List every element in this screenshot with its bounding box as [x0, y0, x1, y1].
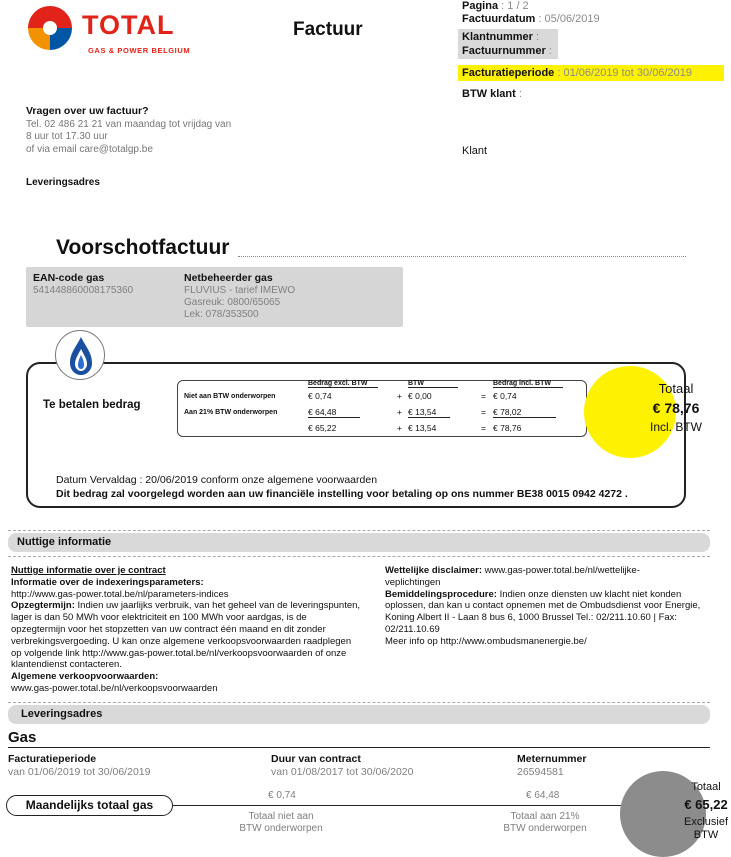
- index-link[interactable]: http://www.gas-power.total.be/nl/parameters-indices: [11, 588, 229, 600]
- ean-info-box: [26, 267, 403, 327]
- gas-totaal-badge: [620, 771, 729, 857]
- section-divider: [8, 702, 710, 703]
- vragen-line: of via email care@totalgp.be: [26, 144, 153, 155]
- section-divider: [8, 556, 710, 557]
- col-header-btw: BTW: [408, 380, 458, 388]
- netbeheerder-line: FLUVIUS - tarief IMEWO: [184, 285, 296, 296]
- betaling-tekst: Dit bedrag zal voorgelegd worden aan uw financiële instelling voor betaling op ons nummer BE38 0015 0942 4272 .: [56, 488, 628, 500]
- ombudsman-link[interactable]: Meer info op http://www.ombudsmanenergie.be/: [385, 635, 587, 647]
- col-header-excl: Bedrag excl. BTW: [308, 380, 378, 388]
- factuurdatum-value: 05/06/2019: [544, 13, 600, 25]
- gas-totaal-suffix-line: Exclusief: [683, 816, 729, 828]
- factuurnummer-row: Factuurnummer :: [462, 45, 552, 57]
- totaal-label: Totaal: [658, 381, 694, 396]
- maandelijks-totaal-pill: Maandelijks totaal gas: [6, 795, 173, 816]
- klantnummer-label: Klantnummer: [462, 31, 533, 43]
- facturatieperiode-value: 01/06/2019 tot 30/06/2019: [563, 67, 692, 79]
- maandelijks-line: [173, 805, 623, 806]
- cell-btw: € 13,54: [408, 407, 450, 418]
- totaal-badge: [584, 366, 702, 458]
- leveringsadres-label: Leveringsadres: [26, 177, 100, 188]
- opzeg-line: klantendienst contacteren.: [11, 659, 122, 671]
- klantnummer-row: Klantnummer :: [462, 31, 540, 43]
- factuurdatum-row: Factuurdatum : 05/06/2019: [462, 13, 600, 25]
- cell-incl-total: € 78,76: [493, 423, 522, 433]
- cell-excl-total: € 65,22: [308, 423, 337, 433]
- opzeg-line: op volgende link http://www.gas-power.total.be/nl/verkoopsvoorwaarden of onze: [11, 647, 347, 659]
- vragen-line: 8 uur tot 17.30 uur: [26, 131, 108, 142]
- pagina-row: Pagina : 1 / 2: [462, 0, 529, 12]
- disclaimer-label: Wettelijke disclaimer:: [385, 565, 482, 576]
- btw-klant-label: BTW klant: [462, 88, 516, 100]
- aan-btw-caption: [490, 811, 600, 835]
- gas-totaal-suffix: [663, 816, 731, 842]
- document-title: Factuur: [293, 19, 363, 40]
- opzeg-line: verbrekingsvergoeding. U kan onze algemene verkoopsvoorwaarden raadplegen: [11, 635, 352, 647]
- totaal-value: € 78,76: [652, 400, 700, 416]
- eq-sign: =: [481, 423, 486, 433]
- leveringsadres-section-title: Leveringsadres: [21, 708, 103, 720]
- info-left-column: [11, 565, 381, 695]
- gas-divider: [8, 747, 710, 748]
- netbeheerder-label: Netbeheerder gas: [184, 272, 273, 284]
- vragen-line: Tel. 02 486 21 21 van maandag tot vrijdag van: [26, 119, 232, 130]
- section-divider: [8, 530, 710, 531]
- niet-btw-caption-line: BTW onderworpen: [239, 823, 323, 834]
- cell-btw: € 0,00: [408, 391, 432, 401]
- bemiddeling-label: Bemiddelingsprocedure:: [385, 588, 497, 600]
- col-header-incl: Bedrag incl. BTW: [493, 380, 563, 388]
- disclaimer-link[interactable]: www.gas-power.total.be/nl/wettelijke-: [484, 565, 640, 576]
- facturatieperiode-label: Facturatieperiode: [462, 67, 555, 79]
- info-right-column: [385, 565, 715, 648]
- plus-sign: +: [397, 407, 402, 417]
- gas-totaal-value: € 65,22: [684, 797, 728, 812]
- cell-excl: € 64,48: [308, 407, 360, 418]
- aan-btw-caption-line: BTW onderworpen: [503, 823, 587, 834]
- eq-sign: =: [481, 391, 486, 401]
- opzeg-line: opzegtermijn voor het stopzetten van uw contract één maand en dit zonder: [11, 623, 326, 635]
- factuurdatum-label: Factuurdatum: [462, 13, 536, 25]
- voorschotfactuur-title: Voorschotfactuur: [56, 236, 230, 259]
- aan-btw-value: € 64,48: [526, 790, 560, 801]
- gas-periode-value: van 01/06/2019 tot 30/06/2019: [8, 766, 151, 778]
- cell-incl: € 0,74: [493, 391, 517, 401]
- bemiddeling-line: 02/211.10.69: [385, 623, 440, 635]
- niet-btw-caption: [226, 811, 336, 835]
- plus-sign: +: [397, 423, 402, 433]
- opzeg-line: Indien uw jaarlijks verbruik, van het geheel van de leveringspunten,: [77, 600, 361, 612]
- cell-excl: € 0,74: [308, 391, 332, 401]
- aan-btw-caption-line: Totaal aan 21%: [510, 811, 580, 822]
- gas-periode-label: Facturatieperiode: [8, 753, 97, 765]
- niet-btw-value: € 0,74: [268, 790, 296, 801]
- bemiddeling-line: Indien onze diensten uw klacht niet konden: [499, 588, 682, 600]
- row-label-aan-btw: Aan 21% BTW onderworpen: [184, 409, 278, 416]
- gas-totaal-label: Totaal: [691, 781, 721, 793]
- niet-btw-caption-line: Totaal niet aan: [248, 811, 314, 822]
- opzeg-line: lager is dan 50 MWh voor elektriciteit en 100 MWh voor aardgas, is de: [11, 612, 307, 624]
- total-ball-icon: [26, 4, 74, 52]
- gas-flame-icon: [56, 331, 106, 381]
- netbeheerder-line: Lek: 078/353500: [184, 309, 259, 320]
- algemene-heading: Algemene verkoopvoorwaarden:: [11, 671, 159, 683]
- cell-btw-total: € 13,54: [408, 423, 437, 433]
- gas-totaal-suffix-line: BTW: [693, 829, 719, 841]
- nuttige-informatie-title: Nuttige informatie: [17, 536, 112, 548]
- meternummer-value: 26594581: [517, 766, 564, 778]
- bemiddeling-line: Koning Albert II - Laan 8 bus 6, 1000 Brussel Tel.: 02/211.10.60 | Fax:: [385, 612, 678, 624]
- cell-incl: € 78,02: [493, 407, 556, 418]
- te-betalen-label: Te betalen bedrag: [43, 399, 141, 411]
- pagina-value: 1 / 2: [507, 0, 529, 12]
- leveringsadres-bar: [8, 705, 710, 724]
- pagina-label: Pagina: [462, 0, 499, 12]
- totaal-suffix: Incl. BTW: [649, 420, 702, 434]
- bemiddeling-line: oplossen, dan kan u contact opnemen met de Ombudsdienst voor Energie,: [385, 600, 701, 612]
- logo-wordmark: TOTAL: [82, 10, 175, 40]
- factuurnummer-label: Factuurnummer: [462, 45, 546, 57]
- gas-flame-badge: [55, 330, 105, 380]
- contract-heading: Nuttige informatie over je contract: [11, 565, 166, 576]
- netbeheerder-line: Gasreuk: 0800/65065: [184, 297, 281, 308]
- title-divider: [238, 256, 686, 257]
- ean-value: 541448860008175360: [33, 285, 134, 296]
- ean-label: EAN-code gas: [33, 272, 105, 284]
- opzeg-label: Opzegtermijn:: [11, 600, 75, 612]
- total-logo: [26, 4, 226, 60]
- vragen-title: Vragen over uw factuur?: [26, 105, 149, 117]
- eq-sign: =: [481, 407, 486, 417]
- duur-contract-value: van 01/08/2017 tot 30/06/2020: [271, 766, 414, 778]
- meternummer-label: Meternummer: [517, 753, 587, 765]
- datum-vervaldag: Datum Vervaldag : 20/06/2019 conform onze algemene voorwaarden: [56, 474, 378, 486]
- plus-sign: +: [397, 391, 402, 401]
- logo-subtitle: GAS & POWER BELGIUM: [88, 46, 191, 55]
- nuttige-informatie-bar: [8, 533, 710, 552]
- disclaimer-link-cont[interactable]: veplichtingen: [385, 576, 441, 588]
- algemene-link[interactable]: www.gas-power.total.be/nl/verkoopsvoorwaarden: [11, 682, 218, 694]
- index-heading: Informatie over de indexeringsparameters:: [11, 576, 204, 588]
- gas-title: Gas: [8, 729, 37, 746]
- klant-label: Klant: [462, 145, 488, 157]
- facturatieperiode-row: Facturatieperiode : 01/06/2019 tot 30/06/2019: [462, 67, 692, 79]
- row-label-niet-btw: Niet aan BTW onderworpen: [184, 393, 276, 400]
- btw-klant-row: BTW klant :: [462, 88, 522, 100]
- duur-contract-label: Duur van contract: [271, 753, 361, 765]
